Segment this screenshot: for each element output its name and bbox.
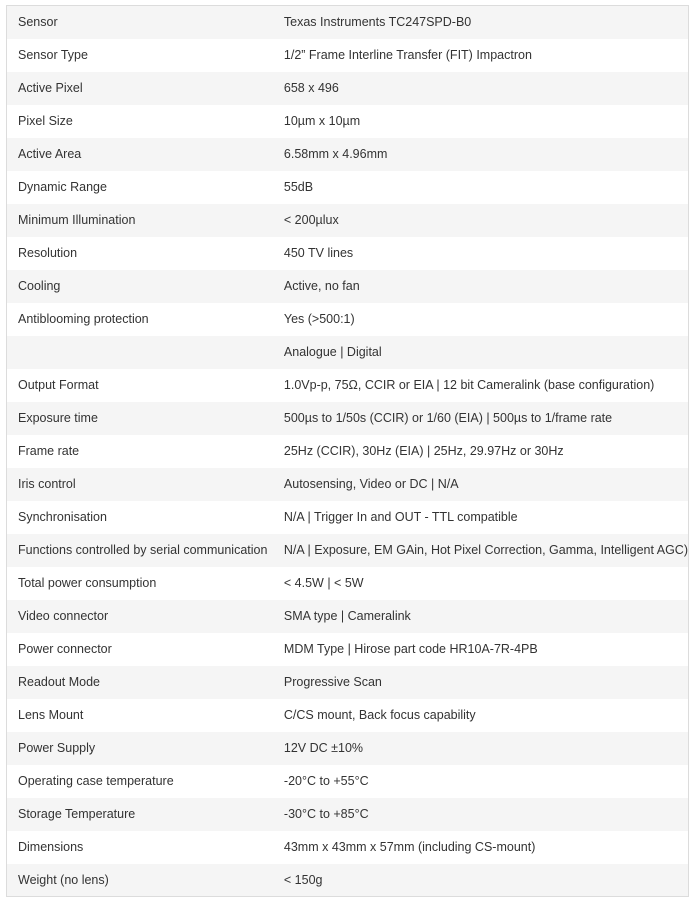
row-label: Operating case temperature [7,765,273,798]
table-row [7,303,689,336]
row-label: Minimum Illumination [7,204,273,237]
spec-table-body [7,6,689,897]
row-value: SMA type | Cameralink [273,600,689,633]
row-value: Active, no fan [273,270,689,303]
table-row [7,435,689,468]
row-value: < 150g [273,864,689,897]
row-label: Total power consumption [7,567,273,600]
row-value: 1/2” Frame Interline Transfer (FIT) Impactron [273,39,689,72]
row-value: < 200µlux [273,204,689,237]
row-value: 1.0Vp-p, 75Ω, CCIR or EIA | 12 bit Cameralink (base configuration) [273,369,689,402]
row-label: Active Pixel [7,72,273,105]
table-row [7,171,689,204]
row-value: Yes (>500:1) [273,303,689,336]
table-row [7,369,689,402]
table-row [7,237,689,270]
row-label: Video connector [7,600,273,633]
row-value: 450 TV lines [273,237,689,270]
row-value: -20°C to +55°C [273,765,689,798]
row-value: N/A | Trigger In and OUT - TTL compatible [273,501,689,534]
row-label: Synchronisation [7,501,273,534]
table-row [7,567,689,600]
row-value: 55dB [273,171,689,204]
row-value: 500µs to 1/50s (CCIR) or 1/60 (EIA) | 500µs to 1/frame rate [273,402,689,435]
table-row [7,402,689,435]
row-label: Active Area [7,138,273,171]
row-label: Antiblooming protection [7,303,273,336]
row-value: MDM Type | Hirose part code HR10A-7R-4PB [273,633,689,666]
row-label: Cooling [7,270,273,303]
row-value: -30°C to +85°C [273,798,689,831]
row-label: Sensor Type [7,39,273,72]
table-row [7,600,689,633]
row-label: Frame rate [7,435,273,468]
table-row [7,72,689,105]
row-value: Autosensing, Video or DC | N/A [273,468,689,501]
table-row [7,138,689,171]
row-label: Power Supply [7,732,273,765]
row-value: 6.58mm x 4.96mm [273,138,689,171]
table-row [7,864,689,897]
table-row [7,732,689,765]
row-label: Readout Mode [7,666,273,699]
row-value: N/A | Exposure, EM GAin, Hot Pixel Correction, Gamma, Intelligent AGC) [273,534,689,567]
table-row [7,534,689,567]
row-label: Dimensions [7,831,273,864]
table-row [7,468,689,501]
table-row [7,699,689,732]
table-row [7,633,689,666]
row-value: 10µm x 10µm [273,105,689,138]
table-row [7,105,689,138]
row-value: 658 x 496 [273,72,689,105]
table-row [7,501,689,534]
row-value: 43mm x 43mm x 57mm (including CS-mount) [273,831,689,864]
row-label: Lens Mount [7,699,273,732]
row-label: Sensor [7,6,273,39]
table-row [7,204,689,237]
table-row [7,270,689,303]
table-row [7,6,689,39]
table-row [7,336,689,369]
row-label: Weight (no lens) [7,864,273,897]
row-label: Dynamic Range [7,171,273,204]
row-value: Texas Instruments TC247SPD-B0 [273,6,689,39]
spec-table [6,5,689,897]
table-row [7,39,689,72]
row-value: 12V DC ±10% [273,732,689,765]
table-row [7,831,689,864]
row-label: Functions controlled by serial communication [7,534,273,567]
row-label: Iris control [7,468,273,501]
row-label: Exposure time [7,402,273,435]
row-label: Pixel Size [7,105,273,138]
row-value: Analogue | Digital [273,336,689,369]
table-row [7,765,689,798]
row-label: Output Format [7,369,273,402]
row-value: C/CS mount, Back focus capability [273,699,689,732]
table-row [7,666,689,699]
row-value: < 4.5W | < 5W [273,567,689,600]
row-value: Progressive Scan [273,666,689,699]
row-label [7,336,273,369]
row-label: Resolution [7,237,273,270]
row-label: Power connector [7,633,273,666]
row-value: 25Hz (CCIR), 30Hz (EIA) | 25Hz, 29.97Hz or 30Hz [273,435,689,468]
row-label: Storage Temperature [7,798,273,831]
table-row [7,798,689,831]
